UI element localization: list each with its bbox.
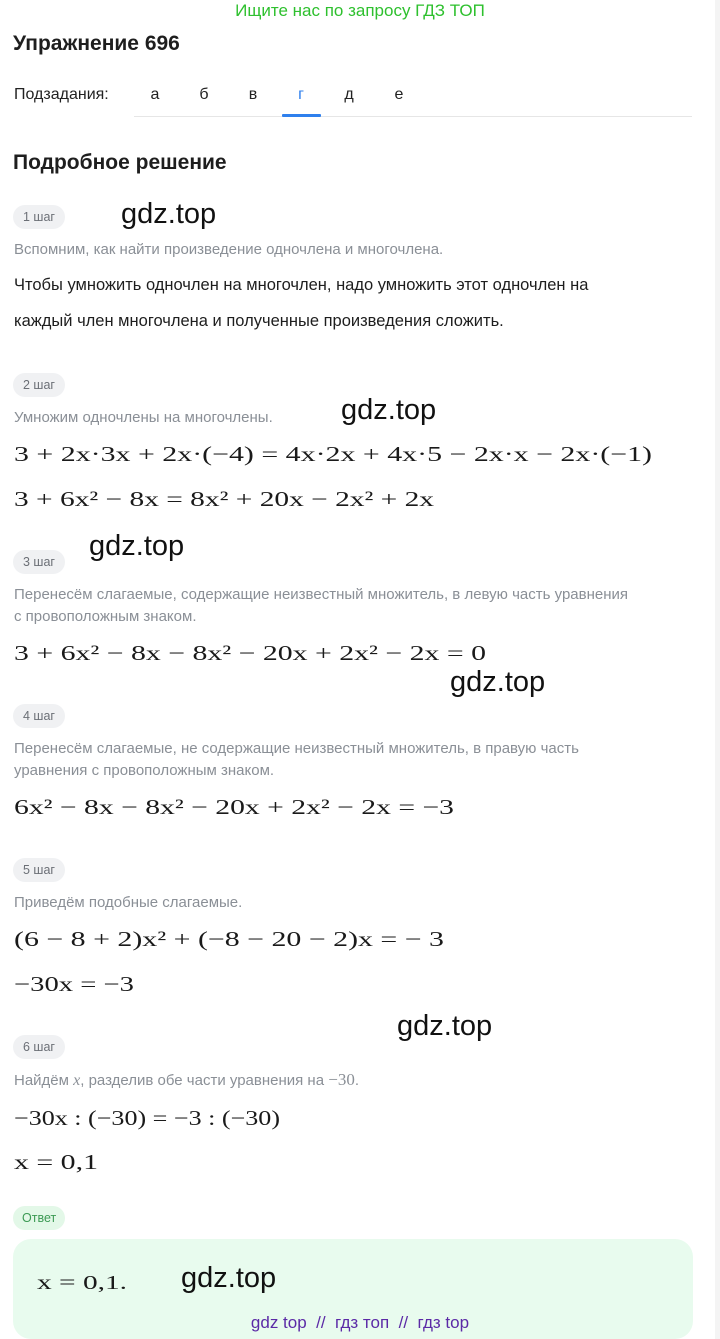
step-6-equation-2 — [14, 1148, 114, 1182]
step-5-badge: 5 шаг — [13, 858, 65, 882]
subtask-tab-g[interactable]: г — [298, 86, 304, 103]
footer-link-gdz-top-ru[interactable]: гдз топ — [335, 1313, 390, 1332]
step-5-equation-2 — [14, 970, 144, 1004]
subtask-tab-a[interactable]: а — [150, 86, 160, 103]
step-6-hint-number: −30 — [328, 1070, 355, 1089]
step-1-text-line-1: Чтобы умножить одночлен на многочлен, надо умножить этот одночлен на — [14, 276, 589, 294]
step-1-text-line-2: каждый член многочлена и полученные произведения сложить. — [14, 312, 504, 330]
watermark: gdz.top — [181, 1262, 277, 1294]
svg-text:3 + 6x² − 8x − 8x² − 20x + 2x²: 3 + 6x² − 8x − 8x² − 20x + 2x² − 2x = 0 — [14, 641, 486, 665]
step-2-hint: Умножим одночлены на многочлены. — [14, 409, 273, 426]
svg-text:−30x : (−30) = −3 : (−30): −30x : (−30) = −3 : (−30) — [14, 1106, 281, 1130]
svg-text:x = 0,1.: x = 0,1. — [37, 1272, 127, 1294]
step-1-badge: 1 шаг — [13, 205, 65, 229]
step-6-equation-1 — [14, 1104, 294, 1138]
step-6-hint-middle: , разделив обе части уравнения на — [80, 1072, 325, 1089]
step-3-equation — [14, 639, 494, 673]
scrollbar[interactable] — [715, 0, 720, 1339]
answer-equation — [37, 1268, 137, 1302]
step-3-hint-line-1: Перенесём слагаемые, содержащие неизвестный множитель, в левую часть уравнения — [14, 586, 629, 603]
solution-title: Подробное решение — [13, 151, 227, 174]
step-2-equation-2 — [14, 485, 444, 519]
step-4-badge: 4 шаг — [13, 704, 65, 728]
step-4-hint-line-2: уравнения с провоположным знаком. — [14, 762, 275, 779]
footer-links — [0, 1313, 720, 1333]
step-3-hint-line-2: с провоположным знаком. — [14, 608, 197, 625]
footer-link-gdz-top-mixed[interactable]: гдз top — [417, 1313, 470, 1332]
subtask-tab-b[interactable]: б — [199, 86, 209, 103]
svg-text:3 + 6x² − 8x = 8x² + 20x − 2x²: 3 + 6x² − 8x = 8x² + 20x − 2x² + 2x — [14, 487, 435, 511]
subtask-tab-d[interactable]: д — [344, 86, 354, 103]
step-6-hint-var: x — [73, 1072, 81, 1089]
watermark: gdz.top — [341, 394, 437, 426]
promo-banner[interactable]: Ищите нас по запросу ГДЗ ТОП — [235, 1, 485, 20]
step-1-hint: Вспомним, как найти произведение одночлена и многочлена. — [14, 241, 444, 258]
step-2-equation-1 — [14, 440, 664, 474]
step-6-hint — [14, 1069, 359, 1092]
active-tab-indicator — [282, 114, 321, 117]
watermark: gdz.top — [397, 1010, 493, 1042]
subtask-tab-v[interactable]: в — [248, 86, 258, 103]
subtask-tab-e[interactable]: е — [394, 86, 404, 103]
watermark: gdz.top — [121, 198, 217, 230]
svg-text:6x² − 8x − 8x² − 20x + 2x² − 2: 6x² − 8x − 8x² − 20x + 2x² − 2x = −3 — [14, 795, 454, 819]
subtasks-divider — [134, 116, 692, 117]
footer-link-gdz-top[interactable]: gdz top — [250, 1313, 307, 1332]
watermark: gdz.top — [89, 530, 185, 562]
svg-text:x = 0,1: x = 0,1 — [14, 1150, 98, 1174]
svg-text:3 + 2x·3x + 2x·(−4) = 4x·2x +: 3 + 2x·3x + 2x·(−4) = 4x·2x + 4x·5 − 2x·x − 2x·(−1) — [14, 442, 652, 466]
svg-text:(6 − 8 + 2)x² + (−8 − 20 − 2)x: (6 − 8 + 2)x² + (−8 − 20 − 2)x = − 3 — [14, 927, 444, 951]
subtasks-label: Подзадания: — [14, 86, 109, 103]
page-title: Упражнение 696 — [13, 32, 180, 55]
step-6-hint-prefix: Найдём — [14, 1072, 69, 1089]
footer-separator: // — [316, 1313, 326, 1332]
step-6-badge: 6 шаг — [13, 1035, 65, 1059]
answer-badge: Ответ — [13, 1206, 65, 1230]
watermark: gdz.top — [450, 666, 546, 698]
step-5-hint: Приведём подобные слагаемые. — [14, 894, 243, 911]
step-5-equation-1 — [14, 925, 454, 959]
step-3-badge: 3 шаг — [13, 550, 65, 574]
step-4-hint-line-1: Перенесём слагаемые, не содержащие неизвестный множитель, в правую часть — [14, 740, 579, 757]
step-2-badge: 2 шаг — [13, 373, 65, 397]
step-6-hint-suffix: . — [354, 1072, 359, 1089]
svg-text:−30x = −3: −30x = −3 — [14, 972, 134, 996]
step-4-equation — [14, 793, 464, 827]
footer-separator: // — [398, 1313, 409, 1332]
